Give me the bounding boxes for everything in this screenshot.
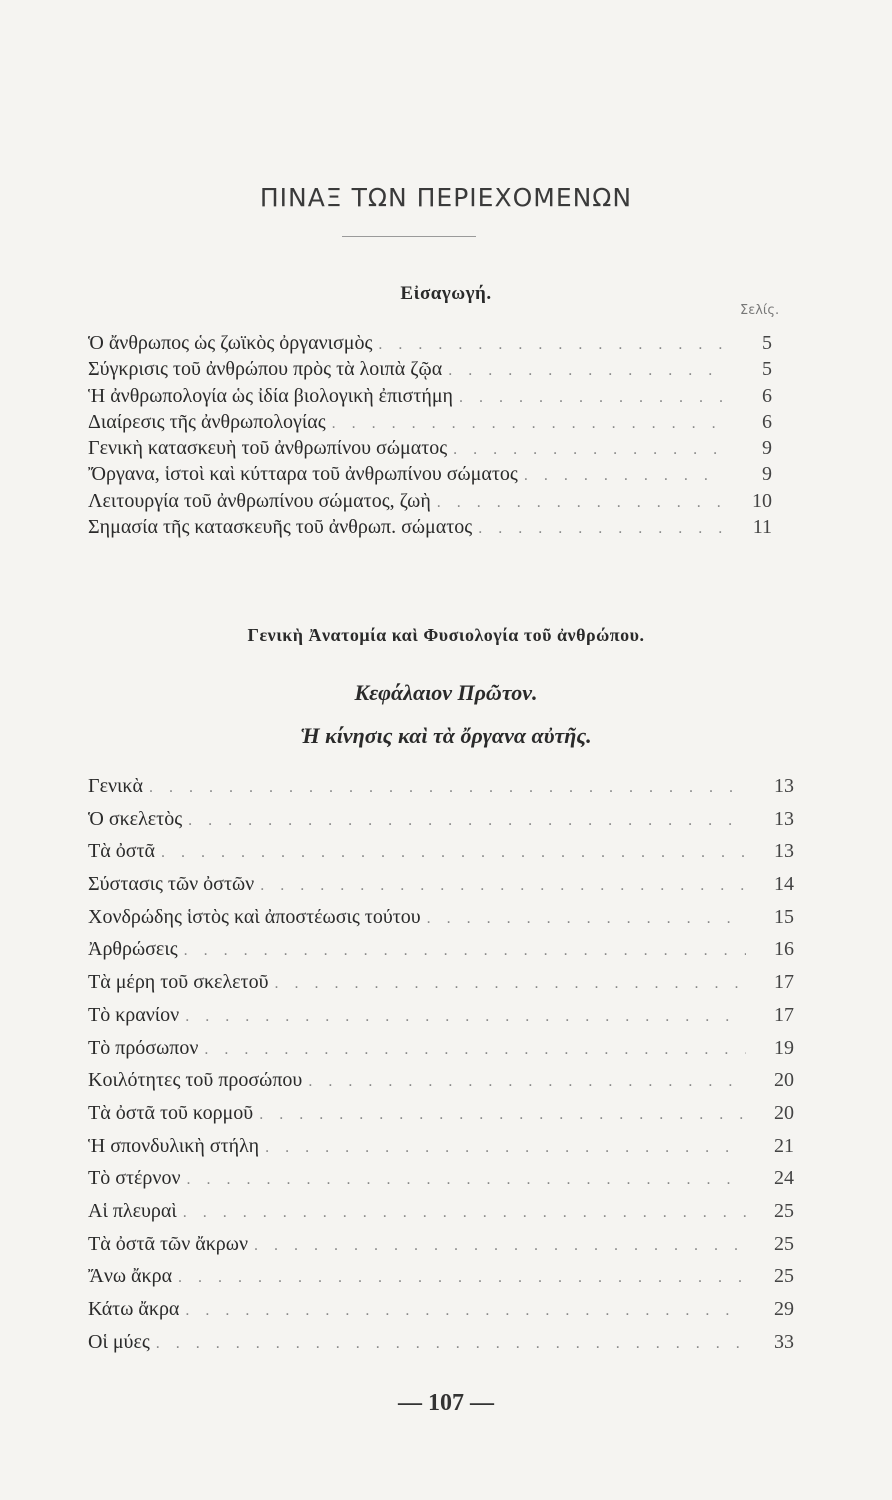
- toc-entry-page: 14: [774, 873, 794, 896]
- toc-entry-label: Σημασία τῆς κατασκευῆς τοῦ ἀνθρωπ. σώματος: [88, 516, 473, 539]
- toc-entry-label: Τὰ ὀστᾶ τῶν ἄκρων: [88, 1232, 248, 1255]
- toc-entry-label: Γενικὴ κατασκευὴ τοῦ ἀνθρωπίνου σώματος: [88, 437, 448, 460]
- toc-entry: [88, 409, 772, 435]
- dot-leader: [332, 411, 724, 437]
- toc-entry: [88, 1064, 794, 1097]
- toc-entry: [88, 966, 794, 999]
- toc-entry-label: Διαίρεσις τῆς ἀνθρωπολογίας: [88, 410, 326, 433]
- dot-leader: [187, 1164, 747, 1197]
- toc-entry-label: Οἱ μύες: [88, 1330, 150, 1353]
- dot-leader: [437, 490, 724, 516]
- toc-entry-page: 9: [762, 463, 772, 486]
- dot-leader: [156, 1328, 746, 1361]
- toc-entry: [88, 383, 772, 409]
- toc-entry: [88, 435, 772, 461]
- dot-leader: [478, 516, 724, 542]
- toc-entry-page: 25: [774, 1232, 794, 1255]
- dot-leader: [308, 1066, 746, 1099]
- toc-entry-page: 25: [774, 1265, 794, 1288]
- toc-entry-page: 25: [774, 1199, 794, 1222]
- toc-entry: [88, 1162, 794, 1195]
- toc-entry-page: 9: [762, 437, 772, 460]
- toc-entry-label: Σύστασις τῶν ὀστῶν: [88, 873, 255, 896]
- toc-entry-page: 29: [774, 1298, 794, 1320]
- dot-leader: [448, 358, 724, 384]
- toc-entry: [88, 356, 772, 382]
- dot-leader: [188, 805, 746, 838]
- toc-entry-label: Ὄργανα, ἱστοὶ καὶ κύτταρα τοῦ ἀνθρωπίνου σώματος: [88, 463, 518, 486]
- toc-entry-page: 21: [774, 1134, 794, 1157]
- toc-entry-page: 17: [774, 1003, 794, 1026]
- toc-entry-page: 10: [752, 489, 772, 512]
- toc-entry-label: Τὰ ὀστᾶ: [88, 840, 155, 863]
- page-number: — 107 —: [398, 1390, 494, 1416]
- toc-entry: [88, 868, 794, 901]
- toc-entry-page: 16: [774, 938, 794, 961]
- title-rule: [342, 236, 476, 237]
- dot-leader: [254, 1230, 746, 1263]
- toc-entry-page: 13: [774, 775, 794, 797]
- toc-entry-page: 13: [774, 807, 794, 830]
- dot-leader: [149, 772, 746, 805]
- toc-entry: [88, 1195, 794, 1228]
- toc-entry-page: 13: [774, 840, 794, 863]
- toc-entry-label: Ἀρθρώσεις: [88, 938, 178, 961]
- dot-leader: [259, 1099, 746, 1132]
- chapter-entry-list: [88, 770, 794, 1358]
- dot-leader: [260, 870, 746, 903]
- dot-leader: [265, 1132, 746, 1165]
- toc-entry: [88, 1260, 794, 1293]
- toc-entry-page: 11: [752, 516, 772, 539]
- toc-entry-label: Ὁ ἄνθρωπος ὡς ζωϊκὸς ὀργανισμὸς: [88, 332, 373, 354]
- dot-leader: [459, 385, 724, 411]
- toc-entry: [88, 1326, 794, 1359]
- toc-entry-page: 15: [774, 905, 794, 928]
- toc-entry-label: Ἄνω ἄκρα: [88, 1265, 173, 1288]
- toc-entry-label: Κοιλότητες τοῦ προσώπου: [88, 1069, 303, 1092]
- toc-entry-label: Γενικὰ: [88, 775, 143, 797]
- toc-entry: [88, 999, 794, 1032]
- dot-leader: [275, 968, 747, 1001]
- toc-entry: [88, 461, 772, 487]
- toc-entry-label: Χονδρώδης ἱστὸς καὶ ἀποστέωσις τούτου: [88, 905, 421, 928]
- toc-entry-label: Σύγκρισις τοῦ ἀνθρώπου πρὸς τὰ λοιπὰ ζῷα: [88, 358, 443, 381]
- dot-leader: [427, 903, 746, 936]
- toc-entry: [88, 1228, 794, 1261]
- toc-entry-label: Τὸ πρόσωπον: [88, 1036, 199, 1059]
- toc-entry: [88, 1032, 794, 1065]
- dot-leader: [178, 1262, 746, 1295]
- section-heading: Γενικὴ Ἀνατομία καὶ Φυσιολογία τοῦ ἀνθρώπου.: [247, 625, 645, 645]
- dot-leader: [524, 463, 724, 489]
- chapter-heading: Κεφάλαιον Πρῶτον.: [354, 680, 538, 705]
- dot-leader: [161, 837, 746, 870]
- toc-entry-page: 24: [774, 1167, 794, 1190]
- toc-entry-page: 19: [774, 1036, 794, 1059]
- toc-entry: [88, 835, 794, 868]
- dot-leader: [204, 1034, 746, 1067]
- dot-leader: [184, 935, 746, 968]
- toc-entry: [88, 1293, 794, 1326]
- toc-entry-label: Τὸ στέρνον: [88, 1167, 181, 1190]
- chapter-subheading: Ἡ κίνησις καὶ τὰ ὄργανα αὐτῆς.: [300, 723, 592, 748]
- toc-entry-page: 6: [762, 410, 772, 433]
- toc-entry-label: Κάτω ἄκρα: [88, 1298, 180, 1320]
- toc-entry: [88, 1130, 794, 1163]
- toc-entry-label: Ὁ σκελετὸς: [88, 807, 183, 830]
- dot-leader: [185, 1001, 746, 1034]
- dot-leader: [453, 437, 724, 463]
- toc-entry: [88, 901, 794, 934]
- toc-entry: [88, 770, 794, 803]
- toc-entry: [88, 933, 794, 966]
- dot-leader: [185, 1295, 746, 1328]
- toc-entry-label: Ἡ σπονδυλικὴ στήλη: [88, 1134, 260, 1157]
- toc-entry-label: Αἱ πλευραὶ: [88, 1199, 177, 1222]
- intro-heading: Εἰσαγωγή.: [400, 283, 492, 304]
- dot-leader: [378, 332, 724, 358]
- toc-entry-label: Ἡ ἀνθρωπολογία ὡς ἰδία βιολογικὴ ἐπιστήμη: [88, 384, 454, 407]
- toc-entry-page: 20: [774, 1101, 794, 1124]
- page-title: ΠΙΝΑΞ ΤΩΝ ΠΕΡΙΕΧΟΜΕΝΩΝ: [259, 183, 633, 212]
- toc-entry: [88, 330, 772, 356]
- toc-entry-label: Τὰ ὀστᾶ τοῦ κορμοῦ: [88, 1101, 254, 1124]
- toc-entry-label: Τὸ κρανίον: [88, 1003, 180, 1026]
- pages-column-label: Σελίς.: [740, 303, 780, 318]
- toc-entry: [88, 514, 772, 540]
- toc-entry-page: 17: [774, 971, 794, 994]
- toc-entry: [88, 803, 794, 836]
- toc-entry-label: Τὰ μέρη τοῦ σκελετοῦ: [88, 971, 269, 994]
- toc-entry-page: 5: [762, 358, 772, 381]
- dot-leader: [183, 1197, 746, 1230]
- toc-entry: [88, 1097, 794, 1130]
- toc-entry-page: 20: [774, 1069, 794, 1092]
- toc-entry-page: 6: [762, 384, 772, 407]
- toc-entry-label: Λειτουργία τοῦ ἀνθρωπίνου σώματος, ζωὴ: [88, 489, 431, 512]
- toc-entry-page: 33: [774, 1330, 794, 1353]
- toc-entry-page: 5: [762, 332, 772, 354]
- intro-entry-list: [88, 330, 772, 540]
- toc-entry: [88, 488, 772, 514]
